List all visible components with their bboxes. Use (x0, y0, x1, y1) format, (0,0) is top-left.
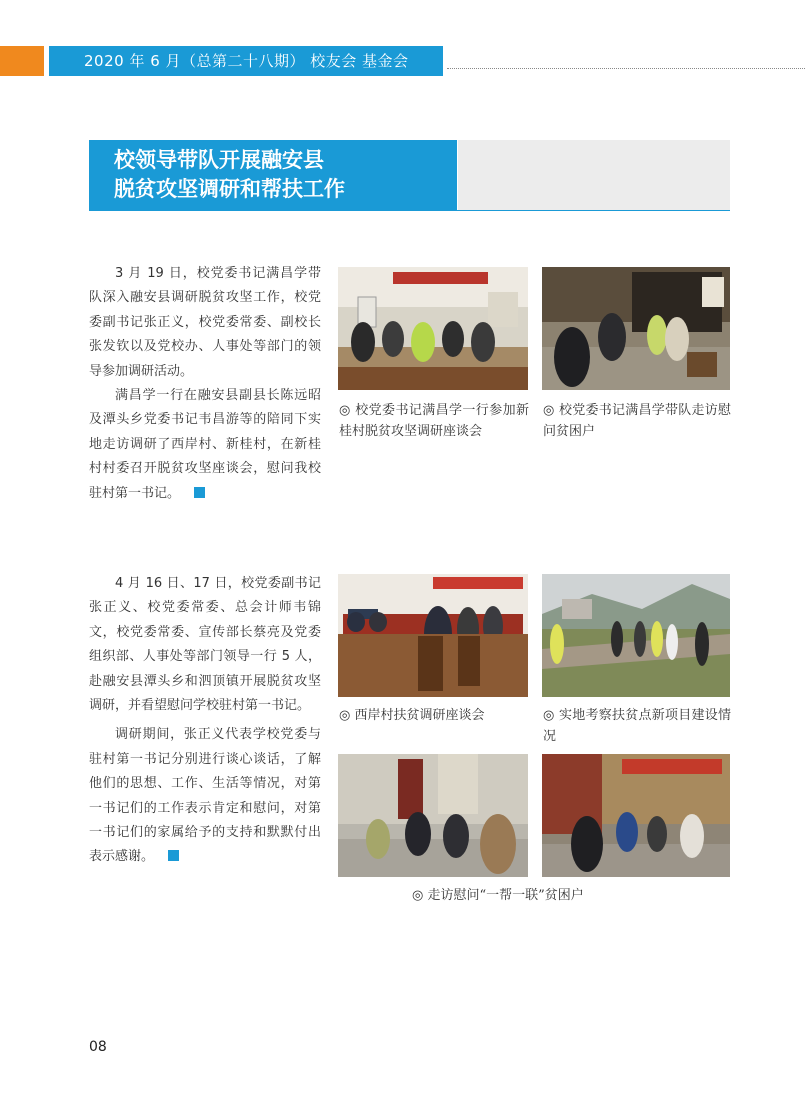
caption-photo-2: ◎ 校党委书记满昌学带队走访慰问贫困户 (543, 403, 731, 439)
end-mark-square (168, 850, 179, 861)
section1-paragraph-2 (89, 384, 321, 506)
section1-paragraph-2-text: 满昌学一行在融安县副县长陈远昭及潭头乡党委书记韦昌游等的陪同下实地走访调研了西岸村、新桂村，在新桂村村委召开脱贫攻坚座谈会，慰问我校驻村第一书记。 (89, 388, 321, 501)
section1-text (89, 262, 321, 506)
photo-visit-household-3 (542, 754, 730, 877)
caption-photo-1: ◎ 校党委书记满昌学一行参加新桂村脱贫攻坚调研座谈会 (339, 403, 529, 439)
photo-visit-household-2 (338, 754, 528, 877)
title-line-2: 脱贫攻坚调研和帮扶工作 (114, 177, 345, 201)
caption-photo-4: ◎ 实地考察扶贫点新项目建设情况 (543, 708, 731, 744)
photo-meeting-xian (338, 574, 528, 697)
end-mark-square (194, 487, 205, 498)
caption-photo-3: ◎ 西岸村扶贫调研座谈会 (339, 708, 485, 723)
title-underline (89, 210, 730, 211)
header-text: 2020 年 6 月（总第二十八期） 校友会 基金会 (84, 52, 409, 70)
header-dotted-rule (447, 68, 805, 69)
page-number: 08 (89, 1039, 107, 1055)
photo-meeting-xingui (338, 267, 528, 390)
section1-paragraph-1: 3 月 19 日，校党委书记满昌学带队深入融安县调研脱贫攻坚工作，校党委副书记张正义，校党委常委、副校长张发钦以及党校办、人事处等部门的领导参加调研活动。 (89, 266, 321, 379)
section2-paragraph-2 (89, 723, 321, 869)
header-accent-orange (0, 46, 44, 76)
title-gray-panel (458, 140, 730, 210)
page-title (114, 146, 345, 204)
section2-text (89, 572, 321, 870)
section2-paragraph-2-text: 调研期间，张正义代表学校党委与驻村第一书记分别进行谈心谈话，了解他们的思想、工作、生活等情况，对第一书记们的工作表示肯定和慰问，对第一书记们的家属给予的支持和默默付出表示感谢。 (89, 727, 321, 865)
title-line-1: 校领导带队开展融安县 (114, 148, 324, 172)
photo-field-inspection (542, 574, 730, 697)
caption-photo-5: ◎ 走访慰问“一帮一联”贫困户 (412, 888, 584, 903)
section2-paragraph-1: 4 月 16 日、17 日，校党委副书记张正义、校党委常委、总会计师韦锦文，校党委常委、宣传部长蔡亮及党委组织部、人事处等部门领导一行 5 人，赴融安县潭头乡和泗顶镇开展脱贫攻坚调研，并看望慰问学校驻村第一书记。 (89, 576, 321, 714)
photo-visit-household-1 (542, 267, 730, 390)
